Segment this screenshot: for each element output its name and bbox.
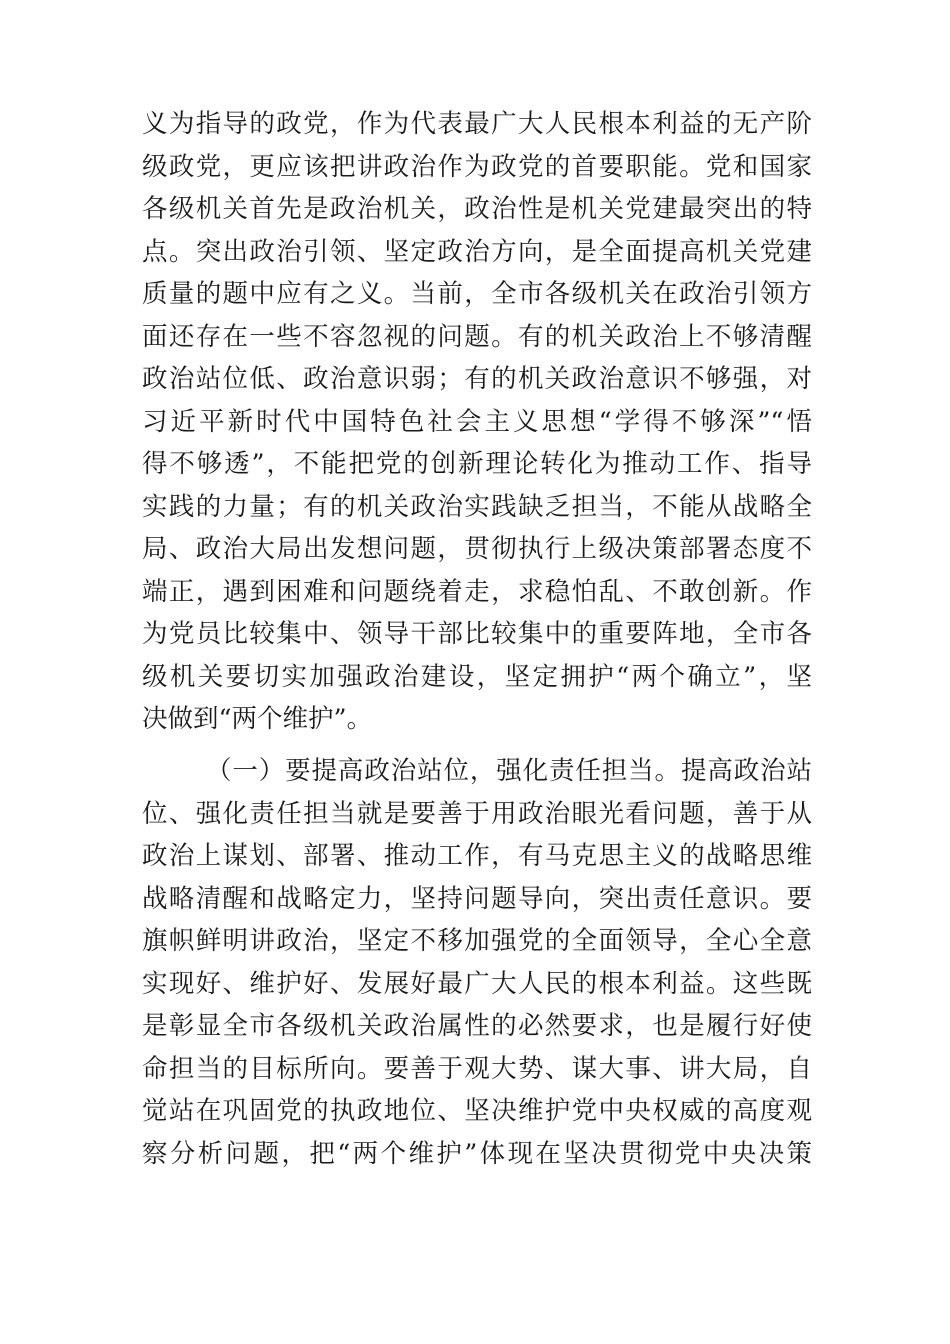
section-heading-line: （一）要提高政治站位，强化责任担当。提高政治站 [206,756,812,786]
text-line: 端正，遇到困难和问题绕着走，求稳怕乱、不敢创新。作 [142,576,812,607]
paragraph-political-leadership [142,103,812,741]
text-line: 政治上谋划、部署、推动工作，有马克思主义的战略思维 [142,841,812,871]
text-line: 实践的力量；有的机关政治实践缺乏担当，不能从战略全 [142,491,812,522]
text-line: 位、强化责任担当就是要善于用政治眼光看问题，善于从 [142,798,812,829]
text-line: 战略清醒和战略定力，坚持问题导向，突出责任意识。要 [142,883,812,914]
text-line: 旗帜鲜明讲政治，坚定不移加强党的全面领导，全心全意 [142,926,812,956]
text-line: 为党员比较集中、领导干部比较集中的重要阵地，全市各 [142,619,812,649]
text-line: 习近平新时代中国特色社会主义思想“学得不够深”“悟 [142,406,812,437]
text-line: 决做到“两个维护”。 [142,704,373,734]
text-line: 实现好、维护好、发展好最广大人民的根本利益。这些既 [142,968,812,999]
text-line: 质量的题中应有之义。当前，全市各级机关在政治引领方 [142,279,812,309]
text-line: 点。突出政治引领、坚定政治方向，是全面提高机关党建 [142,236,812,267]
text-line: 级机关要切实加强政治建设，坚定拥护“两个确立”，坚 [142,661,812,692]
text-line: 得不够透”，不能把党的创新理论转化为推动工作、指导 [142,449,812,479]
text-line: 觉站在巩固党的执政地位、坚决维护党中央权威的高度观 [142,1096,812,1126]
text-line: 各级机关首先是政治机关，政治性是机关党建最突出的特 [142,194,812,224]
paragraph-section-one [142,750,812,1175]
text-line: 义为指导的政党，作为代表最广大人民根本利益的无产阶 [142,109,812,139]
text-line: 面还存在一些不容忽视的问题。有的机关政治上不够清醒 [142,321,812,352]
text-line: 级政党，更应该把讲政治作为政党的首要职能。党和国家 [142,151,812,182]
text-line: 局、政治大局出发想问题，贯彻执行上级决策部署态度不 [142,534,812,564]
text-line: 命担当的目标所向。要善于观大势、谋大事、讲大局，自 [142,1053,812,1084]
text-line: 政治站位低、政治意识弱；有的机关政治意识不够强，对 [142,364,812,394]
text-line: 是彰显全市各级机关政治属性的必然要求，也是履行好使 [142,1011,812,1041]
text-line: 察分析问题，把“两个维护”体现在坚决贯彻党中央决策 [142,1138,812,1169]
